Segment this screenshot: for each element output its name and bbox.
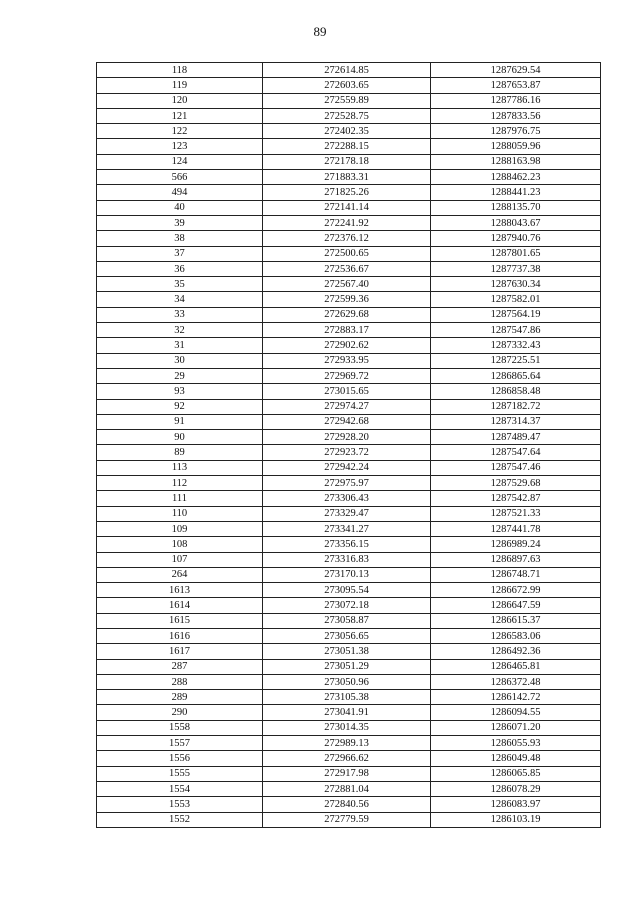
point-number-cell: 121 [97,108,263,123]
x-coordinate-cell: 273170.13 [263,567,431,582]
point-number-cell: 290 [97,705,263,720]
x-coordinate-cell: 273072.18 [263,598,431,613]
point-number-cell: 91 [97,414,263,429]
x-coordinate-cell: 273041.91 [263,705,431,720]
x-coordinate-cell: 272141.14 [263,200,431,215]
y-coordinate-cell: 1287547.86 [431,323,601,338]
table-row [97,797,601,812]
x-coordinate-cell: 272933.95 [263,353,431,368]
point-number-cell: 29 [97,368,263,383]
point-number-cell: 111 [97,491,263,506]
x-coordinate-cell: 272923.72 [263,445,431,460]
y-coordinate-cell: 1287630.34 [431,277,601,292]
table-row [97,63,601,78]
point-number-cell: 38 [97,231,263,246]
x-coordinate-cell: 273058.87 [263,613,431,628]
point-number-cell: 289 [97,690,263,705]
y-coordinate-cell: 1287564.19 [431,307,601,322]
y-coordinate-cell: 1287976.75 [431,124,601,139]
x-coordinate-cell: 272603.65 [263,78,431,93]
x-coordinate-cell: 272402.35 [263,124,431,139]
table-row [97,108,601,123]
point-number-cell: 287 [97,659,263,674]
table-row [97,154,601,169]
page-number: 89 [313,24,327,39]
x-coordinate-cell: 272614.85 [263,63,431,78]
y-coordinate-cell: 1286989.24 [431,537,601,552]
y-coordinate-cell: 1287489.47 [431,430,601,445]
x-coordinate-cell: 273015.65 [263,384,431,399]
x-coordinate-cell: 272599.36 [263,292,431,307]
x-coordinate-cell: 273341.27 [263,521,431,536]
point-number-cell: 40 [97,200,263,215]
table-row [97,323,601,338]
y-coordinate-cell: 1286748.71 [431,567,601,582]
table-row [97,200,601,215]
point-number-cell: 119 [97,78,263,93]
table-row [97,583,601,598]
x-coordinate-cell: 272288.15 [263,139,431,154]
x-coordinate-cell: 272881.04 [263,781,431,796]
x-coordinate-cell: 273356.15 [263,537,431,552]
point-number-cell: 494 [97,185,263,200]
x-coordinate-cell: 272528.75 [263,108,431,123]
x-coordinate-cell: 271825.26 [263,185,431,200]
table-row [97,93,601,108]
table-row [97,384,601,399]
point-number-cell: 32 [97,323,263,338]
x-coordinate-cell: 272917.98 [263,766,431,781]
y-coordinate-cell: 1287940.76 [431,231,601,246]
y-coordinate-cell: 1288043.67 [431,215,601,230]
y-coordinate-cell: 1287653.87 [431,78,601,93]
y-coordinate-cell: 1286583.06 [431,628,601,643]
y-coordinate-cell: 1286078.29 [431,781,601,796]
y-coordinate-cell: 1286615.37 [431,613,601,628]
point-number-cell: 288 [97,674,263,689]
y-coordinate-cell: 1288135.70 [431,200,601,215]
table-row [97,246,601,261]
x-coordinate-cell: 272974.27 [263,399,431,414]
point-number-cell: 566 [97,170,263,185]
table-row [97,506,601,521]
point-number-cell: 1553 [97,797,263,812]
y-coordinate-cell: 1287332.43 [431,338,601,353]
point-number-cell: 33 [97,307,263,322]
y-coordinate-cell: 1286858.48 [431,384,601,399]
y-coordinate-cell: 1287737.38 [431,261,601,276]
point-number-cell: 39 [97,215,263,230]
table-row [97,537,601,552]
x-coordinate-cell: 272500.65 [263,246,431,261]
y-coordinate-cell: 1286865.64 [431,368,601,383]
table-row [97,368,601,383]
point-number-cell: 122 [97,124,263,139]
point-number-cell: 1615 [97,613,263,628]
y-coordinate-cell: 1286372.48 [431,674,601,689]
x-coordinate-cell: 273051.38 [263,644,431,659]
x-coordinate-cell: 273316.83 [263,552,431,567]
table-row [97,521,601,536]
x-coordinate-cell: 273056.65 [263,628,431,643]
x-coordinate-cell: 272559.89 [263,93,431,108]
y-coordinate-cell: 1287521.33 [431,506,601,521]
y-coordinate-cell: 1288441.23 [431,185,601,200]
table-row [97,445,601,460]
y-coordinate-cell: 1287529.68 [431,476,601,491]
x-coordinate-cell: 273014.35 [263,720,431,735]
table-row [97,430,601,445]
point-number-cell: 92 [97,399,263,414]
y-coordinate-cell: 1287314.37 [431,414,601,429]
table-row [97,261,601,276]
y-coordinate-cell: 1287441.78 [431,521,601,536]
table-row [97,338,601,353]
table-row [97,781,601,796]
y-coordinate-cell: 1287786.16 [431,93,601,108]
point-number-cell: 30 [97,353,263,368]
point-number-cell: 90 [97,430,263,445]
point-number-cell: 124 [97,154,263,169]
point-number-cell: 1557 [97,736,263,751]
x-coordinate-cell: 272779.59 [263,812,431,827]
y-coordinate-cell: 1288163.98 [431,154,601,169]
point-number-cell: 93 [97,384,263,399]
point-number-cell: 1556 [97,751,263,766]
point-number-cell: 1554 [97,781,263,796]
y-coordinate-cell: 1286071.20 [431,720,601,735]
table-row [97,476,601,491]
x-coordinate-cell: 272840.56 [263,797,431,812]
point-number-cell: 1558 [97,720,263,735]
table-row [97,292,601,307]
x-coordinate-cell: 272376.12 [263,231,431,246]
y-coordinate-cell: 1287225.51 [431,353,601,368]
table-row [97,170,601,185]
y-coordinate-cell: 1287547.64 [431,445,601,460]
y-coordinate-cell: 1286083.97 [431,797,601,812]
table-row [97,628,601,643]
x-coordinate-cell: 272629.68 [263,307,431,322]
point-number-cell: 110 [97,506,263,521]
x-coordinate-cell: 272536.67 [263,261,431,276]
y-coordinate-cell: 1287182.72 [431,399,601,414]
coordinates-table-body [97,63,601,828]
point-number-cell: 1552 [97,812,263,827]
table-row [97,139,601,154]
table-row [97,644,601,659]
y-coordinate-cell: 1287833.56 [431,108,601,123]
table-row [97,812,601,827]
x-coordinate-cell: 273051.29 [263,659,431,674]
point-number-cell: 31 [97,338,263,353]
table-row [97,307,601,322]
point-number-cell: 1617 [97,644,263,659]
table-row [97,736,601,751]
y-coordinate-cell: 1286465.81 [431,659,601,674]
table-row [97,552,601,567]
point-number-cell: 1616 [97,628,263,643]
y-coordinate-cell: 1287542.87 [431,491,601,506]
table-row [97,124,601,139]
point-number-cell: 113 [97,460,263,475]
table-row [97,720,601,735]
y-coordinate-cell: 1286142.72 [431,690,601,705]
coordinates-table [96,62,601,828]
x-coordinate-cell: 273306.43 [263,491,431,506]
y-coordinate-cell: 1286049.48 [431,751,601,766]
x-coordinate-cell: 273095.54 [263,583,431,598]
y-coordinate-cell: 1288059.96 [431,139,601,154]
table-row [97,705,601,720]
point-number-cell: 120 [97,93,263,108]
table-row [97,399,601,414]
point-number-cell: 1614 [97,598,263,613]
y-coordinate-cell: 1286055.93 [431,736,601,751]
y-coordinate-cell: 1288462.23 [431,170,601,185]
table-row [97,185,601,200]
table-row [97,613,601,628]
point-number-cell: 36 [97,261,263,276]
table-row [97,690,601,705]
table-row [97,567,601,582]
x-coordinate-cell: 272942.68 [263,414,431,429]
point-number-cell: 1555 [97,766,263,781]
point-number-cell: 264 [97,567,263,582]
x-coordinate-cell: 272883.17 [263,323,431,338]
point-number-cell: 1613 [97,583,263,598]
y-coordinate-cell: 1286103.19 [431,812,601,827]
x-coordinate-cell: 273329.47 [263,506,431,521]
y-coordinate-cell: 1286897.63 [431,552,601,567]
point-number-cell: 89 [97,445,263,460]
point-number-cell: 37 [97,246,263,261]
table-row [97,659,601,674]
point-number-cell: 34 [97,292,263,307]
table-row [97,414,601,429]
point-number-cell: 123 [97,139,263,154]
x-coordinate-cell: 272989.13 [263,736,431,751]
table-row [97,78,601,93]
point-number-cell: 118 [97,63,263,78]
table-row [97,353,601,368]
x-coordinate-cell: 272975.97 [263,476,431,491]
table-row [97,674,601,689]
x-coordinate-cell: 273050.96 [263,674,431,689]
y-coordinate-cell: 1287547.46 [431,460,601,475]
point-number-cell: 35 [97,277,263,292]
table-row [97,766,601,781]
table-row [97,215,601,230]
point-number-cell: 109 [97,521,263,536]
y-coordinate-cell: 1287629.54 [431,63,601,78]
point-number-cell: 112 [97,476,263,491]
x-coordinate-cell: 272928.20 [263,430,431,445]
y-coordinate-cell: 1286065.85 [431,766,601,781]
table-row [97,231,601,246]
y-coordinate-cell: 1287801.65 [431,246,601,261]
x-coordinate-cell: 271883.31 [263,170,431,185]
table-row [97,460,601,475]
point-number-cell: 107 [97,552,263,567]
x-coordinate-cell: 273105.38 [263,690,431,705]
x-coordinate-cell: 272241.92 [263,215,431,230]
x-coordinate-cell: 272902.62 [263,338,431,353]
y-coordinate-cell: 1286647.59 [431,598,601,613]
y-coordinate-cell: 1286094.55 [431,705,601,720]
x-coordinate-cell: 272942.24 [263,460,431,475]
x-coordinate-cell: 272178.18 [263,154,431,169]
table-row [97,491,601,506]
point-number-cell: 108 [97,537,263,552]
table-row [97,277,601,292]
y-coordinate-cell: 1287582.01 [431,292,601,307]
y-coordinate-cell: 1286492.36 [431,644,601,659]
table-row [97,751,601,766]
x-coordinate-cell: 272966.62 [263,751,431,766]
x-coordinate-cell: 272567.40 [263,277,431,292]
y-coordinate-cell: 1286672.99 [431,583,601,598]
table-row [97,598,601,613]
x-coordinate-cell: 272969.72 [263,368,431,383]
